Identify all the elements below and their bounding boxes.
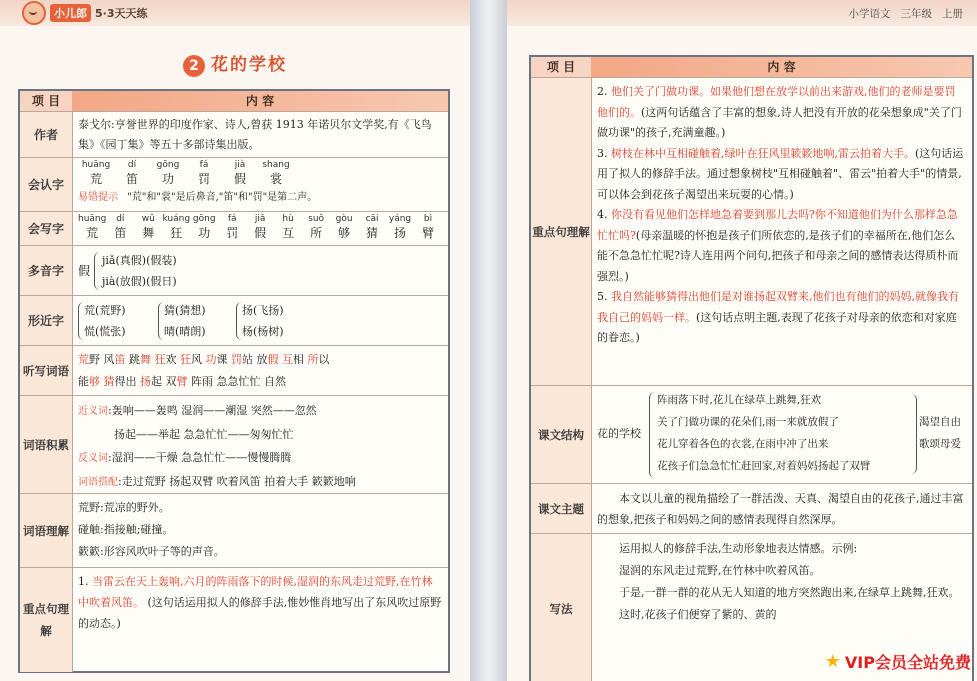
dictation-word: 臂 bbox=[176, 375, 188, 388]
row-similar bbox=[20, 295, 448, 346]
sentence-number: 2. bbox=[597, 85, 611, 98]
pinyin-char bbox=[330, 214, 358, 241]
pinyin: yáng bbox=[388, 214, 412, 224]
tip-label: 易错提示 bbox=[78, 192, 118, 203]
pinyin-char bbox=[386, 214, 414, 241]
row-label: 课文主题 bbox=[531, 484, 592, 534]
hanzi: 所 bbox=[310, 226, 323, 240]
polyphone-char: 假 bbox=[78, 264, 91, 278]
sentence-number: 3. bbox=[597, 146, 611, 160]
key-sentence bbox=[597, 205, 966, 287]
pinyin-char bbox=[302, 214, 330, 241]
structure-content bbox=[597, 386, 966, 484]
row-label: 多音字 bbox=[20, 246, 73, 296]
sentence-red: 我自然能够猜得出他们是对谁扬起双臂来,他们也有他们的妈妈,就像我有我自己的妈妈一样。 bbox=[597, 290, 959, 324]
key-sentence-list bbox=[597, 82, 966, 386]
page-gutter bbox=[470, 0, 507, 681]
polyphone-content bbox=[78, 246, 442, 296]
pinyin-char bbox=[150, 160, 186, 187]
hanzi: 功 bbox=[198, 226, 211, 240]
sentence-note: (母亲温暖的怀抱是孩子们所依恋的,是孩子们的幸福所在,他们怎么能不急急忙忙呢?诗人连用两个问句,把孩子和母亲之间的感情表达得质朴而强烈。) bbox=[597, 228, 959, 283]
structure-line: 花孩子们急急忙忙赶回家,对着妈妈扬起了双臂 bbox=[657, 460, 871, 472]
star-icon: ★ bbox=[824, 651, 841, 672]
syn-label: 近义词 bbox=[78, 406, 108, 417]
dictation-word: 荒 bbox=[78, 353, 89, 366]
dictation-word: 得出 bbox=[114, 375, 140, 388]
hanzi: 互 bbox=[282, 226, 295, 240]
sentence-red: 当雷云在天上轰响,六月的阵雨落下的时候,湿润的东风走过荒野,在竹林中吹着风笛。 bbox=[78, 575, 433, 609]
mascot-icon bbox=[22, 1, 46, 25]
row-key-sentence-1 bbox=[20, 567, 448, 672]
pinyin-char bbox=[78, 214, 106, 241]
sentence-note: (这句话点明主题,表现了花孩子对母亲的依恋和对家庭的眷恋。) bbox=[597, 310, 957, 344]
pinyin: huāng bbox=[78, 214, 107, 224]
pinyin-char bbox=[222, 160, 258, 187]
dictation-word: 站 放 bbox=[242, 353, 268, 366]
pinyin: dí bbox=[127, 160, 137, 170]
hanzi: 裳 bbox=[269, 172, 282, 186]
hanzi: 狂 bbox=[170, 226, 183, 240]
hanzi: 假 bbox=[254, 226, 267, 240]
dictation-line bbox=[78, 371, 442, 393]
key-sentence bbox=[597, 144, 966, 206]
structure-root: 花的学校 bbox=[597, 427, 641, 440]
row-label: 形近字 bbox=[20, 296, 73, 346]
pinyin: huāng bbox=[81, 160, 111, 170]
sentence-note: (这两句话蕴含了丰富的想象,诗人把没有开放的花朵想象成"关了门做功课"的孩子,充满童趣。) bbox=[597, 105, 962, 139]
dictation-line bbox=[78, 349, 442, 371]
writing-line: 于是,一群一群的花从无人知道的地方突然跑出来,在绿草上跳舞,狂欢。 bbox=[619, 586, 960, 599]
sentence-note: (这句话运用了拟人的修辞手法。通过想象树枝"互相碰触着"、雷云"拍着大手"的情景,可以体会到花孩子渴望出来玩耍的心情。) bbox=[597, 146, 964, 201]
row-label: 重点句理解 bbox=[531, 78, 592, 386]
row-write bbox=[20, 211, 448, 246]
dictation-word: 跳 bbox=[125, 353, 140, 366]
dictation-word: 能 bbox=[78, 375, 89, 388]
dictation-word: 够 bbox=[89, 375, 100, 388]
pinyin: gōng bbox=[156, 160, 180, 170]
similar-group bbox=[242, 300, 284, 342]
pinyin-char bbox=[258, 160, 294, 187]
row-label: 会写字 bbox=[20, 212, 73, 246]
recognize-chars bbox=[78, 160, 442, 187]
structure-line: 关了门做功课的花朵们,雨一来就放假了 bbox=[657, 416, 839, 428]
understand-content bbox=[78, 497, 442, 568]
sentence-number: 4. bbox=[597, 208, 611, 221]
dictation-word: 互 bbox=[282, 353, 293, 366]
pinyin-char bbox=[190, 214, 218, 241]
dictation-word: 所 bbox=[307, 353, 319, 366]
pinyin-char bbox=[114, 160, 150, 187]
pinyin-char bbox=[134, 214, 162, 241]
pinyin-char bbox=[106, 214, 134, 241]
write-chars bbox=[78, 214, 442, 241]
writing-line: 这时,花孩子们便穿了紫的、黄的 bbox=[619, 608, 777, 621]
col-label: 词语搭配 bbox=[78, 477, 118, 488]
similar-word: 扬(飞扬) bbox=[242, 304, 284, 317]
row-author bbox=[20, 111, 448, 158]
hanzi: 功 bbox=[161, 172, 174, 186]
hanzi: 猜 bbox=[366, 226, 379, 240]
pinyin-char bbox=[274, 214, 302, 241]
write-content bbox=[78, 214, 442, 246]
pinyin: bì bbox=[423, 214, 433, 224]
author-text: 泰戈尔:亨誉世界的印度作家、诗人,曾获 1913 年诺贝尔文学奖,有《飞鸟集》《园丁集》等五十多部诗集出版。 bbox=[78, 118, 432, 151]
pinyin-char bbox=[414, 214, 442, 241]
row-structure bbox=[531, 385, 972, 484]
brace-icon bbox=[649, 392, 656, 478]
polyphone-line: jià(放假)(假日) bbox=[102, 275, 177, 288]
syn-text-2: 扬起——举起 急急忙忙——匆匆忙忙 bbox=[114, 428, 294, 441]
sentence-number: 5. bbox=[597, 290, 611, 303]
row-polyphone bbox=[20, 245, 448, 296]
dictation-word: 罚 bbox=[231, 353, 242, 366]
hanzi: 够 bbox=[338, 226, 351, 240]
hanzi: 罚 bbox=[197, 172, 210, 186]
pinyin: cāi bbox=[365, 214, 379, 224]
polyphone-line: jiǎ(真假)(假装) bbox=[102, 254, 177, 267]
pinyin: fá bbox=[199, 160, 209, 170]
dictation-word: 功 bbox=[205, 353, 217, 366]
brace-icon bbox=[94, 252, 101, 290]
similar-group bbox=[164, 300, 206, 342]
dictation-word: 课 bbox=[216, 353, 231, 366]
row-recognize bbox=[20, 157, 448, 212]
hanzi: 臂 bbox=[421, 226, 434, 240]
writing-line: 湿润的东风走过荒野,在竹林中吹着风笛。 bbox=[619, 564, 821, 577]
dictation-word: 野 风 bbox=[89, 353, 115, 366]
structure-line: 阵雨落下时,花儿在绿草上跳舞,狂欢 bbox=[657, 394, 822, 406]
brace-icon bbox=[910, 394, 917, 474]
right-page bbox=[507, 0, 977, 681]
dictation-word: 舞 bbox=[140, 353, 151, 366]
similar-content bbox=[78, 296, 442, 346]
similar-word: 荒(荒野) bbox=[84, 304, 126, 317]
row-label: 课文结构 bbox=[531, 386, 592, 484]
dictation-word: 扬 bbox=[140, 375, 151, 388]
brand-name: 小儿郎 bbox=[50, 4, 91, 22]
pinyin: shang bbox=[262, 160, 290, 170]
row-label: 重点句理解 bbox=[20, 568, 73, 672]
vip-watermark[interactable] bbox=[825, 650, 971, 673]
sentence-note: (这句话运用拟人的修辞手法,惟妙惟肖地写出了东风吹过原野的动态。) bbox=[78, 596, 442, 630]
pinyin: dí bbox=[116, 214, 125, 224]
col-content: 内 容 bbox=[767, 60, 796, 74]
recognize-content bbox=[78, 160, 442, 212]
dictation-word: 笛 bbox=[114, 353, 126, 366]
key-sentence bbox=[597, 82, 966, 144]
dictation-word: 假 bbox=[267, 353, 279, 366]
ant-text: :湿润——干燥 急急忙忙——慢慢腾腾 bbox=[108, 451, 292, 464]
pinyin: jiǎ bbox=[254, 214, 266, 224]
table-header bbox=[20, 91, 448, 111]
pinyin: gōng bbox=[192, 214, 216, 224]
brand-series: 5·3天天练 bbox=[95, 7, 148, 20]
pinyin: jià bbox=[234, 160, 246, 170]
dictation-word: 阵雨 急急忙忙 自然 bbox=[187, 375, 286, 388]
pinyin: gòu bbox=[335, 214, 353, 224]
left-page bbox=[0, 0, 470, 681]
pinyin-char bbox=[218, 214, 246, 241]
structure-line: 花儿穿着各色的衣裳,在雨中冲了出来 bbox=[657, 438, 829, 450]
row-label: 词语积累 bbox=[20, 396, 73, 494]
col-text: :走过荒野 扬起双臂 吹着风笛 拍着大手 簌簌地响 bbox=[118, 475, 356, 488]
sentence-red: 他们关了门做功课。如果他们想在放学以前出来游戏,他们的老师是要罚他们的。 bbox=[597, 85, 956, 119]
understand-line: 簌簌:形容风吹叶子等的声音。 bbox=[78, 545, 225, 558]
sentence-red: 树枝在林中互相碰触着,绿叶在狂风里簌簌地响,雷云拍着大手。 bbox=[611, 146, 915, 160]
pinyin: fá bbox=[227, 214, 237, 224]
dictation-word: 猜 bbox=[103, 375, 115, 388]
row-label: 词语理解 bbox=[20, 494, 73, 568]
knowledge-table-left bbox=[18, 89, 450, 673]
col-item: 项 目 bbox=[531, 57, 591, 77]
col-item: 项 目 bbox=[20, 91, 72, 111]
dictation-content bbox=[78, 349, 442, 396]
pinyin: wǔ bbox=[141, 214, 155, 224]
dictation-word: 狂 bbox=[180, 353, 191, 366]
dictation-word: 风 bbox=[191, 353, 206, 366]
understand-line: 荒野:荒凉的野外。 bbox=[78, 501, 170, 514]
structure-summary: 渴望自由 bbox=[919, 416, 961, 428]
key-sentence bbox=[597, 287, 966, 349]
sentence-number: 1. bbox=[78, 575, 89, 588]
synonyms bbox=[78, 399, 442, 423]
row-label: 会认字 bbox=[20, 158, 73, 212]
brand bbox=[22, 2, 148, 24]
writing-line: 运用拟人的修辞手法,生动形象地表达情感。示例: bbox=[619, 542, 858, 555]
similar-word: 晴(晴朗) bbox=[164, 325, 206, 338]
subject: 小学语文 bbox=[848, 8, 891, 20]
vip-text: VIP会员全站免费 bbox=[844, 653, 971, 672]
lesson-number: 2 bbox=[183, 55, 205, 77]
row-label: 写法 bbox=[531, 534, 592, 681]
col-content: 内 容 bbox=[245, 94, 275, 108]
accumulate-content bbox=[78, 399, 442, 494]
row-label: 听写词语 bbox=[20, 346, 73, 396]
dictation-word: 起 双 bbox=[151, 375, 177, 388]
dictation-word: 狂 bbox=[154, 353, 166, 366]
dictation-word: 欢 bbox=[165, 353, 180, 366]
table-header bbox=[531, 57, 972, 77]
hanzi: 假 bbox=[233, 172, 246, 186]
grade-info bbox=[839, 6, 964, 21]
polyphone-lines bbox=[102, 250, 177, 292]
row-understand bbox=[20, 493, 448, 568]
dictation-word: 相 bbox=[293, 353, 308, 366]
pinyin-char bbox=[78, 160, 114, 187]
similar-word: 猜(猜想) bbox=[164, 304, 206, 317]
hanzi: 舞 bbox=[142, 226, 155, 240]
hanzi: 罚 bbox=[226, 226, 239, 240]
recognize-tip bbox=[78, 190, 442, 206]
hanzi: 荒 bbox=[86, 226, 99, 240]
collocations bbox=[78, 470, 442, 494]
similar-group bbox=[84, 300, 126, 342]
key1-content bbox=[78, 571, 442, 672]
pinyin: suǒ bbox=[308, 214, 325, 224]
row-dictation bbox=[20, 345, 448, 396]
hanzi: 扬 bbox=[394, 226, 407, 240]
tip-text: "荒"和"裳"是后鼻音,"笛"和"罚"是第二声。 bbox=[127, 192, 318, 203]
ant-label: 反义词 bbox=[78, 453, 108, 464]
similar-word: 杨(杨树) bbox=[242, 325, 284, 338]
lesson-name: 花的学校 bbox=[211, 55, 287, 75]
similar-word: 慌(慌张) bbox=[84, 325, 126, 338]
pinyin-char bbox=[186, 160, 222, 187]
antonyms bbox=[78, 446, 442, 470]
pinyin: kuáng bbox=[162, 214, 191, 224]
pinyin-char bbox=[246, 214, 274, 241]
pinyin-char bbox=[358, 214, 386, 241]
volume: 上册 bbox=[942, 8, 963, 20]
syn-text: :轰响——轰鸣 湿润——潮湿 突然——忽然 bbox=[108, 404, 317, 417]
sentence-red: 你没有看见他们怎样地急着要到那儿去吗?你不知道他们为什么那样急急忙忙吗? bbox=[597, 208, 958, 242]
grade: 三年级 bbox=[900, 8, 932, 20]
pinyin: hù bbox=[282, 214, 294, 224]
hanzi: 笛 bbox=[114, 226, 127, 240]
lesson-title bbox=[0, 50, 470, 77]
theme-text: 本文以儿童的视角描绘了一群活泼、天真、渴望自由的花孩子,通过丰富的想象,把孩子和妈妈之间的感情表现得自然深厚。 bbox=[597, 492, 964, 526]
row-accumulate bbox=[20, 395, 448, 494]
dictation-word: 以 bbox=[318, 353, 330, 366]
knowledge-table-right bbox=[529, 55, 974, 681]
hanzi: 笛 bbox=[125, 172, 138, 186]
row-key-sentences bbox=[531, 77, 972, 386]
pinyin-char bbox=[162, 214, 190, 241]
row-label: 作者 bbox=[20, 112, 73, 158]
row-theme bbox=[531, 483, 972, 534]
understand-line: 碰触:指接触;碰撞。 bbox=[78, 523, 174, 536]
structure-summary: 歌颂母爱 bbox=[919, 438, 961, 450]
hanzi: 荒 bbox=[89, 172, 102, 186]
